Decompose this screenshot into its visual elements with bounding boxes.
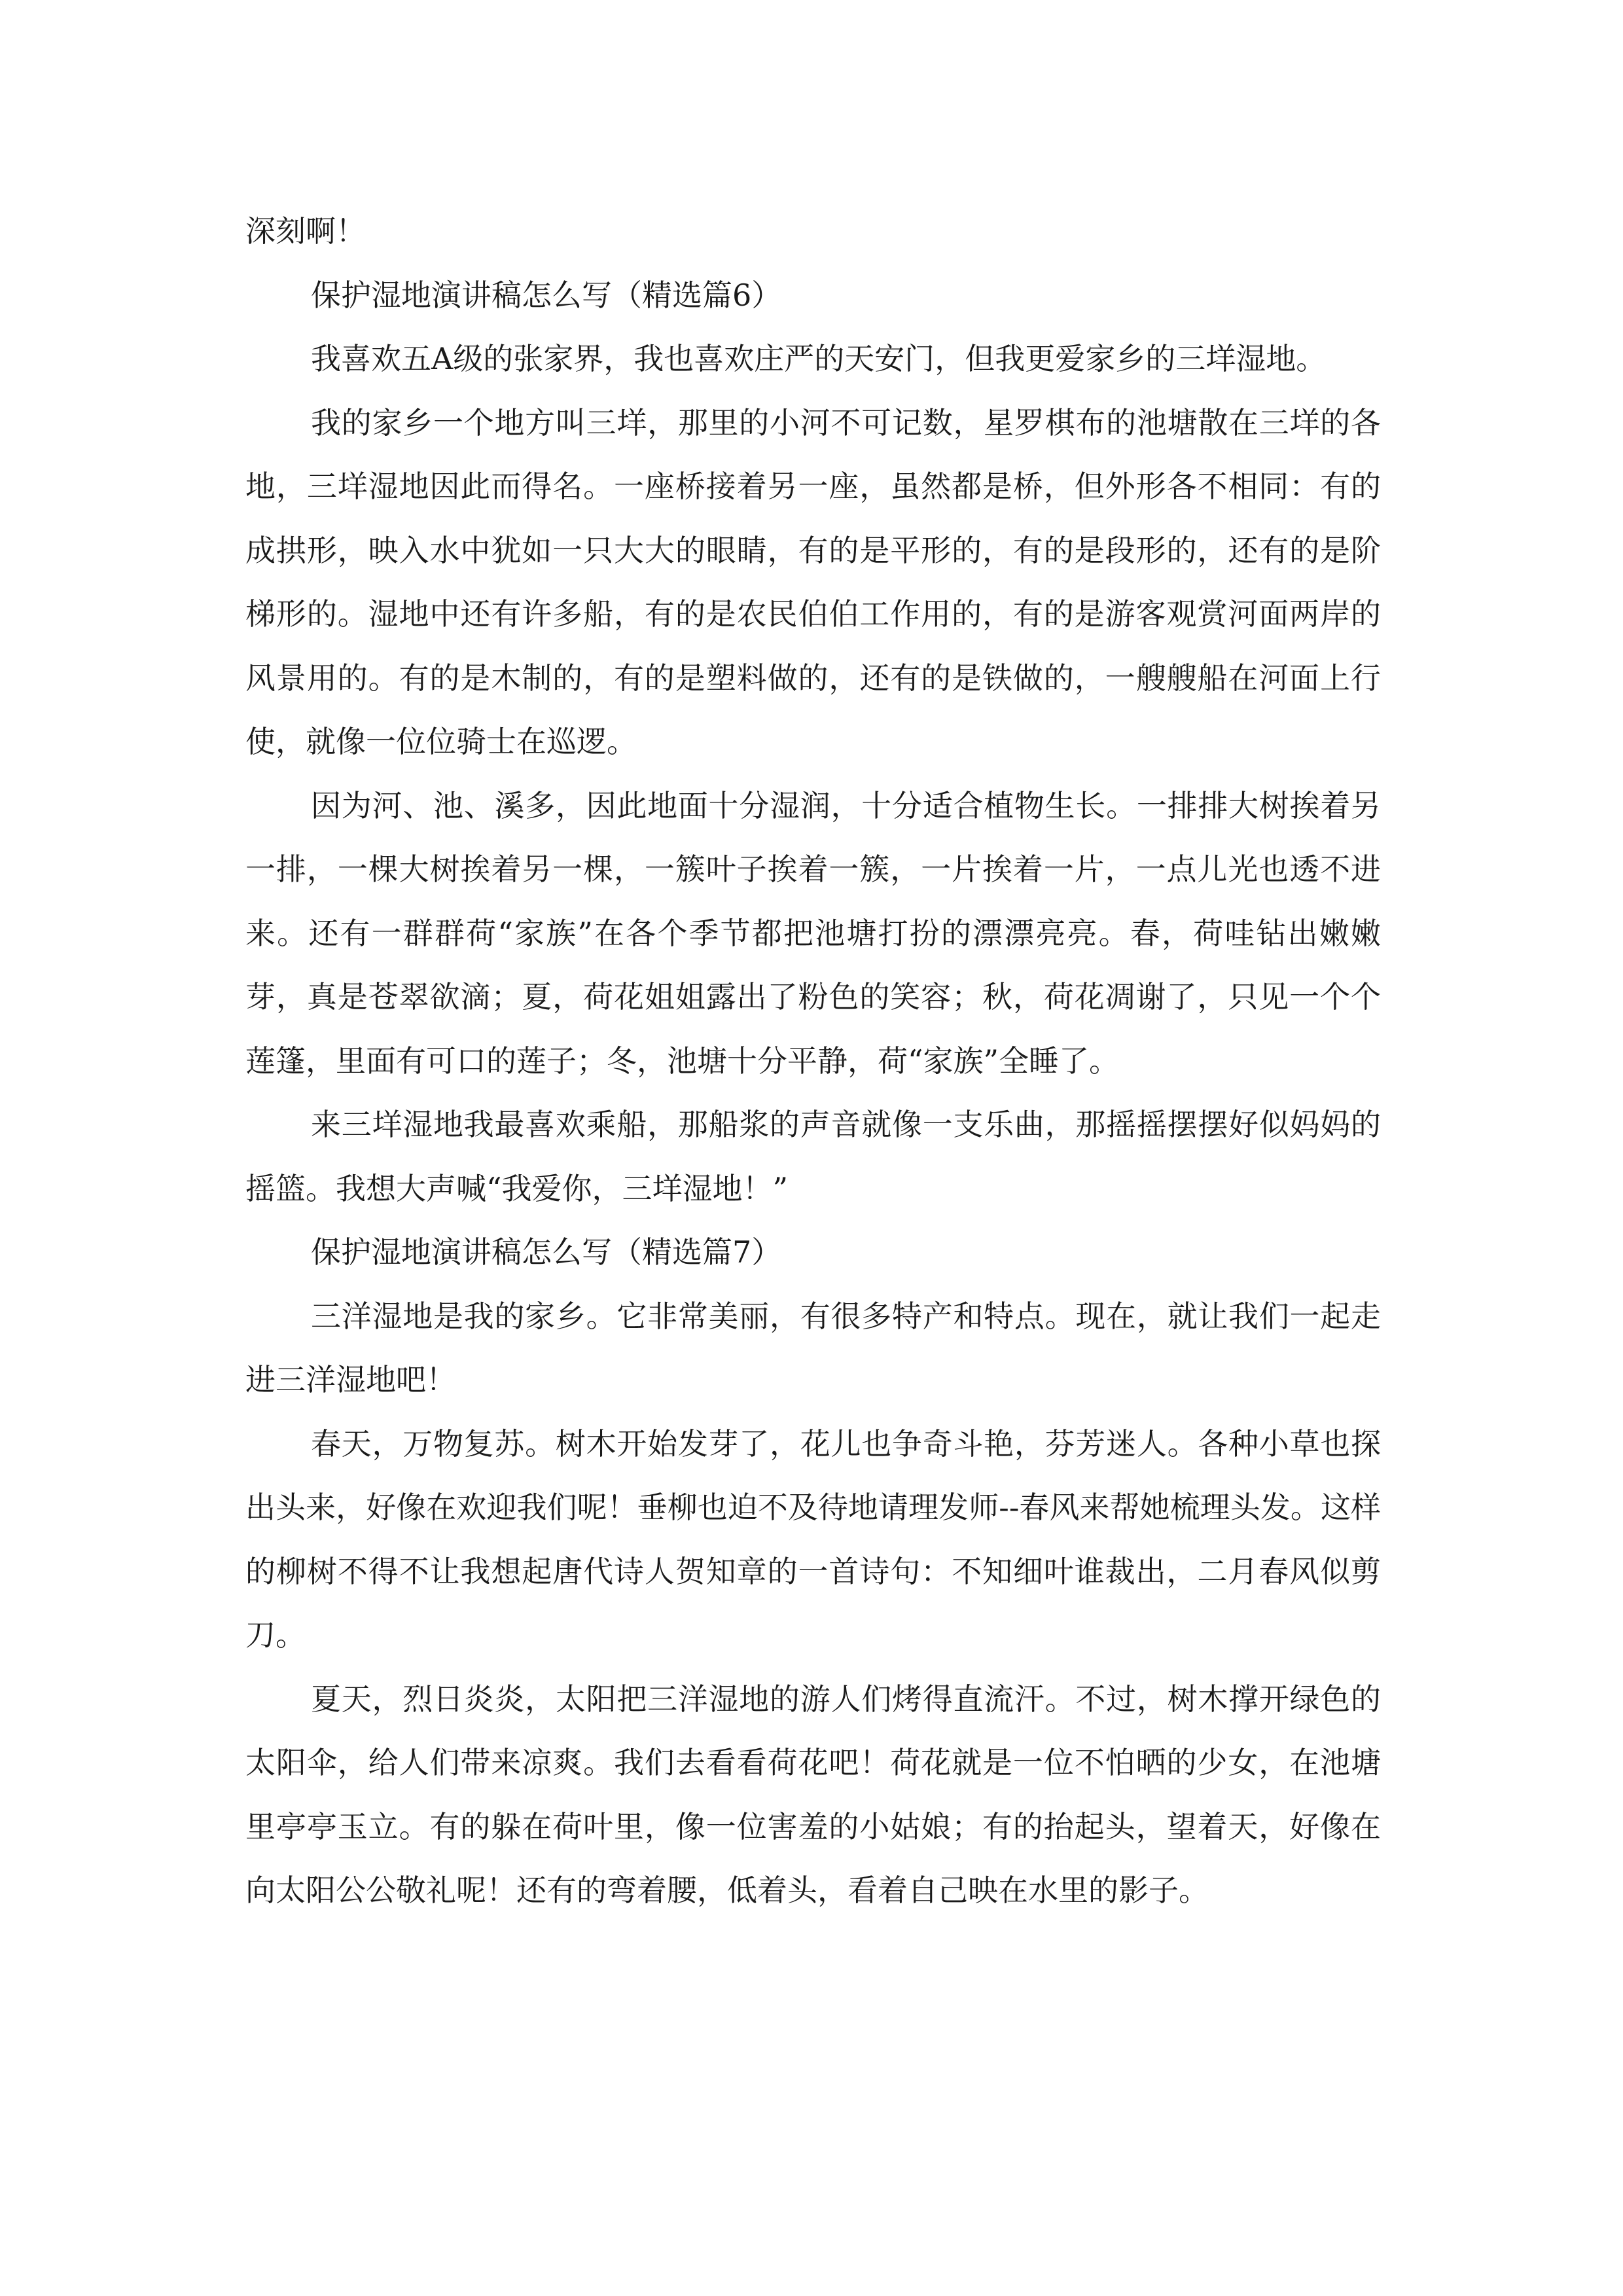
paragraph: 来三垟湿地我最喜欢乘船，那船浆的声音就像一支乐曲，那摇摇摆摆好似妈妈的摇篮。我想大声喊“我爱你，三垟湿地！” [245, 1107, 1381, 1206]
paragraph: 春天，万物复苏。树木开始发芽了，花儿也争奇斗艳，芬芳迷人。各种小草也探出头来，好像在欢迎我们呢！垂柳也迫不及待地请理发师--春风来帮她梳理头发。这样的柳树不得不让我想起唐代诗人贺知章的一首诗句：不知细叶谁裁出，二月春风似剪刀。 [245, 1426, 1381, 1653]
paragraph: 我的家乡一个地方叫三垟，那里的小河不可记数，星罗棋布的池塘散在三垟的各地，三垟湿地因此而得名。一座桥接着另一座，虽然都是桥，但外形各不相同：有的成拱形，映入水中犹如一只大大的眼睛，有的是平形的，有的是段形的，还有的是阶梯形的。湿地中还有许多船，有的是农民伯伯工作用的，有的是游客观赏河面两岸的风景用的。有的是木制的，有的是塑料做的，还有的是铁做的，一艘艘船在河面上行使，就像一位位骑士在巡逻。 [245, 404, 1381, 759]
paragraph-continuation: 深刻啊！ [245, 213, 366, 249]
paragraph: 因为河、池、溪多，因此地面十分湿润，十分适合植物生长。一排排大树挨着另一排，一棵大树挨着另一棵，一簇叶子挨着一簇，一片挨着一片，一点儿光也透不进来。还有一群群荷“家族”在各个季节都把池塘打扮的漂漂亮亮。春，荷哇钻出嫩嫩芽，真是苍翠欲滴；夏，荷花姐姐露出了粉色的笑容；秋，荷花凋谢了，只见一个个莲篷，里面有可口的莲子；冬，池塘十分平静，荷“家族”全睡了。 [245, 787, 1381, 1079]
paragraph: 我喜欢五A级的张家界，我也喜欢庄严的天安门，但我更爱家乡的三垟湿地。 [311, 341, 1327, 376]
document-page [245, 200, 1381, 1923]
section-heading-7: 保护湿地演讲稿怎么写（精选篇7） [311, 1234, 782, 1270]
section-heading-6: 保护湿地演讲稿怎么写（精选篇6） [311, 277, 782, 313]
paragraph: 夏天，烈日炎炎，太阳把三洋湿地的游人们烤得直流汗。不过，树木撑开绿色的太阳伞，给人们带来凉爽。我们去看看荷花吧！荷花就是一位不怕晒的少女，在池塘里亭亭玉立。有的躲在荷叶里，像一位害羞的小姑娘；有的抬起头，望着天，好像在向太阳公公敬礼呢！还有的弯着腰，低着头，看着自己映在水里的影子。 [245, 1681, 1381, 1908]
paragraph: 三洋湿地是我的家乡。它非常美丽，有很多特产和特点。现在，就让我们一起走进三洋湿地吧！ [245, 1298, 1381, 1397]
